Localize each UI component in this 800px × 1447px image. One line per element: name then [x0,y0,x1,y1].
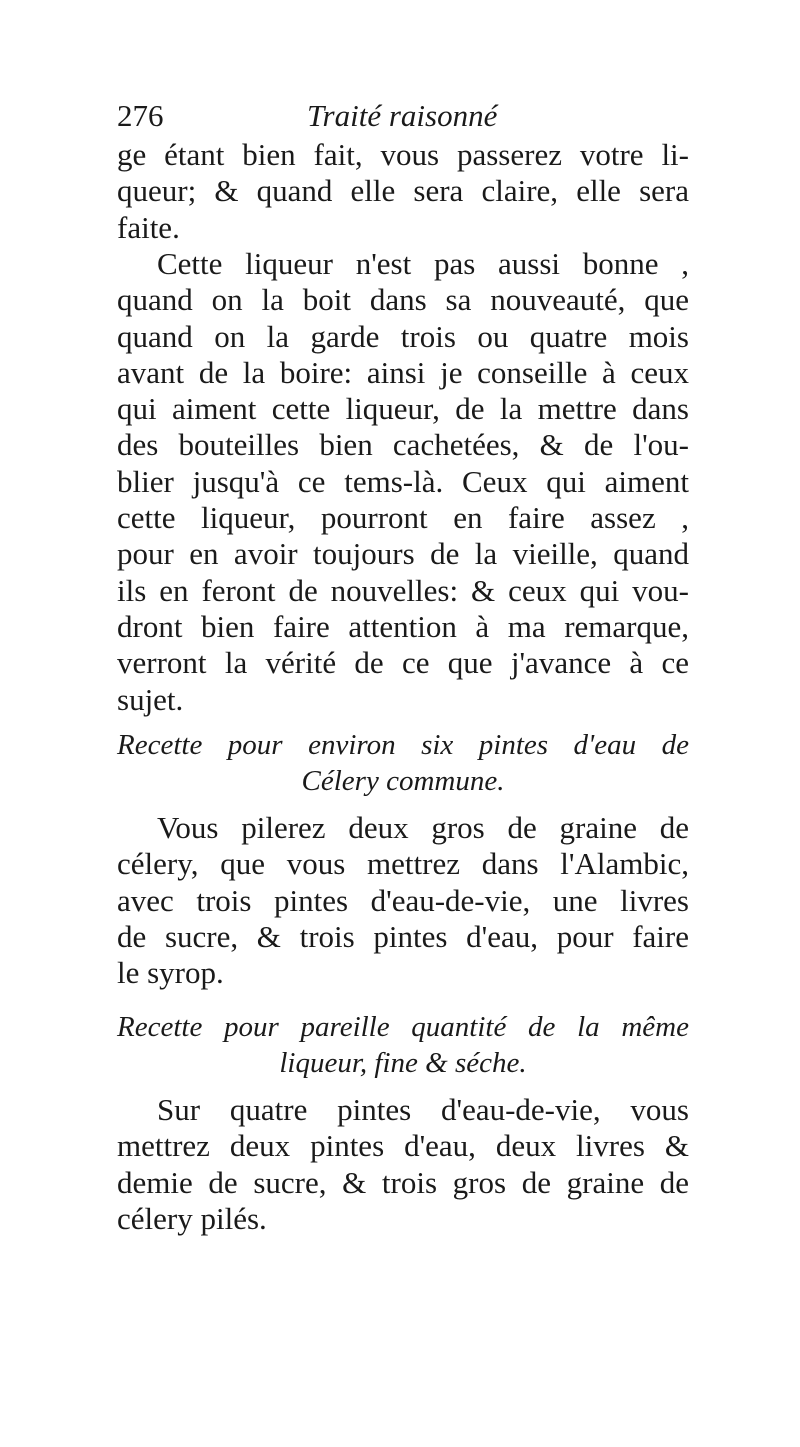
text-line: faite. [117,209,180,245]
paragraph-recipe-common [117,810,689,991]
paragraph-recipe-fine [117,1092,689,1237]
page-header [117,98,689,138]
text-line: Cette liqueur n'est pas aussi bonne , [157,246,689,281]
recipe-heading-fine [117,1009,689,1081]
text-line: ils en feront de nouvelles: & ceux qui vou- [117,572,689,608]
running-title: Traité raisonné [307,98,498,133]
text-line: dront bien faire attention à ma remarque, [117,608,689,644]
text-line: sujet. [117,681,184,717]
text-line: qui aiment cette liqueur, de la mettre dans [117,391,689,427]
text-line: avant de la boire: ainsi je conseille à ceux [117,354,689,390]
text-line: Sur quatre pintes d'eau-de-vie, vous [157,1092,689,1127]
text-line: verront la vérité de ce que j'avance à ce [117,645,689,681]
text-line: quand on la boit dans sa nouveauté, que [117,282,689,318]
text-line: blier jusqu'à ce tems-là. Ceux qui aiment [117,463,689,499]
heading-line: liqueur, fine & séche. [279,1047,527,1079]
text-line: ge étant bien fait, vous passerez votre li- [117,137,689,172]
text-line: célery, que vous mettrez dans l'Alambic, [117,846,689,882]
text-line: queur; & quand elle sera claire, elle sera [117,173,689,209]
text-line: de sucre, & trois pintes d'eau, pour faire [117,918,689,954]
text-line: pour en avoir toujours de la vieille, quand [117,536,689,572]
recipe-heading-common [117,727,689,799]
heading-line: Recette pour environ six pintes d'eau de [117,729,689,761]
text-line: Vous pilerez deux gros de graine de [157,810,689,845]
text-line: avec trois pintes d'eau-de-vie, une livres [117,882,689,918]
heading-line: Célery commune. [301,765,505,797]
page-number: 276 [117,98,164,133]
text-line: des bouteilles bien cachetées, & de l'ou- [117,427,689,463]
text-line: demie de sucre, & trois gros de graine de [117,1164,689,1200]
text-line: le syrop. [117,955,224,991]
paragraph-aging-advice [117,246,689,718]
text-line: célery pilés. [117,1200,267,1236]
paragraph-continuation [117,137,689,246]
text-line: quand on la garde trois ou quatre mois [117,318,689,354]
text-line: cette liqueur, pourront en faire assez , [117,500,689,536]
heading-line: Recette pour pareille quantité de la même [117,1011,689,1043]
text-line: mettrez deux pintes d'eau, deux livres & [117,1128,689,1164]
